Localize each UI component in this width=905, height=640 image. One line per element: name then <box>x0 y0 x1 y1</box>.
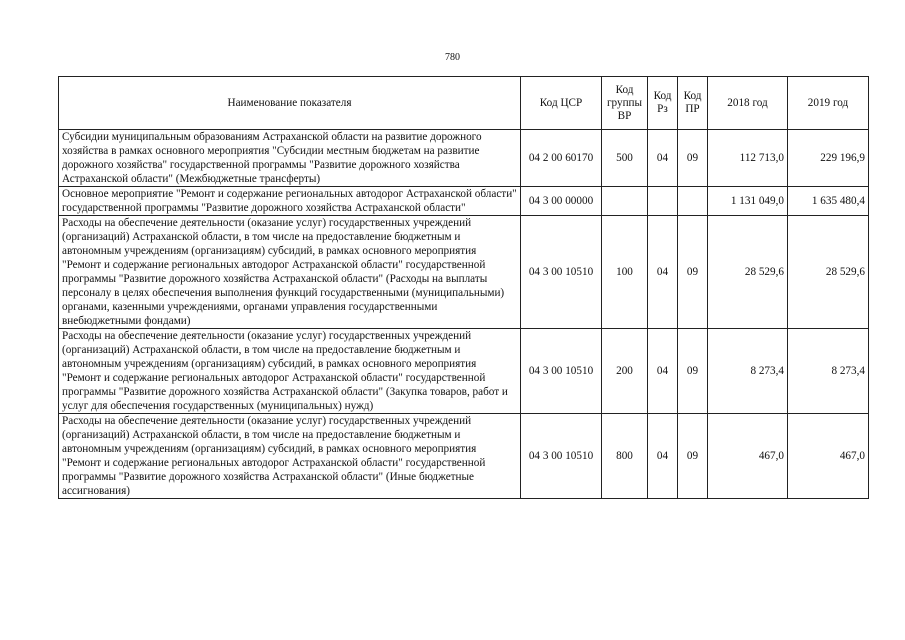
row-pr: 09 <box>678 329 708 414</box>
row-vr: 100 <box>602 216 648 329</box>
row-csr: 04 2 00 60170 <box>521 130 602 187</box>
row-rz: 04 <box>648 130 678 187</box>
row-vr: 500 <box>602 130 648 187</box>
header-rz-line2: Рз <box>657 103 668 115</box>
table-row <box>59 329 869 414</box>
row-rz: 04 <box>648 414 678 499</box>
row-name: Субсидии муниципальным образованиям Астраханской области на развитие дорожного хозяйства в рамках основного мероприятия "Субсидии местным бюджетам на развитие дорожного хозяйства" государственной программы "Развитие дорожного хозяйства Астраханской области" (Межбюджетные трансферты) <box>59 130 521 187</box>
row-pr: 09 <box>678 216 708 329</box>
table-row <box>59 187 869 216</box>
row-name: Расходы на обеспечение деятельности (оказание услуг) государственных учреждений (организаций) Астраханской области, в том числе на предоставление бюджетным и автономным учреждениям (организациям) субсидий, в рамках основного мероприятия "Ремонт и содержание региональных автодорог Астраханской области" государственной программы "Развитие дорожного хозяйства Астраханской области" (Иные бюджетные ассигнования) <box>59 414 521 499</box>
row-2019: 28 529,6 <box>788 216 869 329</box>
header-rz <box>648 77 678 130</box>
table-row <box>59 216 869 329</box>
table-row <box>59 414 869 499</box>
row-rz: 04 <box>648 329 678 414</box>
row-pr <box>678 187 708 216</box>
header-vr-line2: группы <box>606 96 643 109</box>
header-pr-line2: ПР <box>685 103 700 115</box>
row-vr: 200 <box>602 329 648 414</box>
header-2018: 2018 год <box>708 77 788 130</box>
row-2018: 28 529,6 <box>708 216 788 329</box>
row-rz <box>648 187 678 216</box>
header-csr: Код ЦСР <box>521 77 602 130</box>
header-vr <box>602 77 648 130</box>
header-pr <box>678 77 708 130</box>
page-number: 780 <box>445 52 460 63</box>
table-header-row <box>59 77 869 130</box>
header-name: Наименование показателя <box>59 77 521 130</box>
row-2019: 1 635 480,4 <box>788 187 869 216</box>
table-row <box>59 130 869 187</box>
row-2019: 229 196,9 <box>788 130 869 187</box>
row-csr: 04 3 00 10510 <box>521 329 602 414</box>
row-name: Расходы на обеспечение деятельности (оказание услуг) государственных учреждений (организаций) Астраханской области, в том числе на предоставление бюджетным и автономным учреждениям (организациям) субсидий, в рамках основного мероприятия "Ремонт и содержание региональных автодорог Астраханской области" государственной программы "Развитие дорожного хозяйства Астраханской области" (Закупка товаров, работ и услуг для обеспечения государственных (муниципальных) нужд) <box>59 329 521 414</box>
header-pr-line1: Код <box>683 90 702 102</box>
row-pr: 09 <box>678 130 708 187</box>
row-csr: 04 3 00 00000 <box>521 187 602 216</box>
row-2019: 467,0 <box>788 414 869 499</box>
row-2018: 467,0 <box>708 414 788 499</box>
row-2018: 112 713,0 <box>708 130 788 187</box>
row-name: Основное мероприятие "Ремонт и содержание региональных автодорог Астраханской области" государственной программы "Развитие дорожного хозяйства Астраханской области" <box>59 187 521 216</box>
row-rz: 04 <box>648 216 678 329</box>
row-vr: 800 <box>602 414 648 499</box>
row-csr: 04 3 00 10510 <box>521 414 602 499</box>
header-2019: 2019 год <box>788 77 869 130</box>
header-vr-line3: ВР <box>617 109 632 122</box>
header-vr-line1: Код <box>615 83 634 96</box>
row-2018: 8 273,4 <box>708 329 788 414</box>
row-name: Расходы на обеспечение деятельности (оказание услуг) государственных учреждений (организаций) Астраханской области, в том числе на предоставление бюджетным и автономным учреждениям (организациям) субсидий, в рамках основного мероприятия "Ремонт и содержание региональных автодорог Астраханской области" государственной программы "Развитие дорожного хозяйства Астраханской области" (Расходы на выплаты персоналу в целях обеспечения выполнения функций государственными (муниципальными) органами, казенными учреждениями, органами управления государственными внебюджетными фондами) <box>59 216 521 329</box>
header-rz-line1: Код <box>653 90 672 102</box>
row-pr: 09 <box>678 414 708 499</box>
row-2019: 8 273,4 <box>788 329 869 414</box>
row-2018: 1 131 049,0 <box>708 187 788 216</box>
budget-table <box>58 76 869 499</box>
row-vr <box>602 187 648 216</box>
row-csr: 04 3 00 10510 <box>521 216 602 329</box>
